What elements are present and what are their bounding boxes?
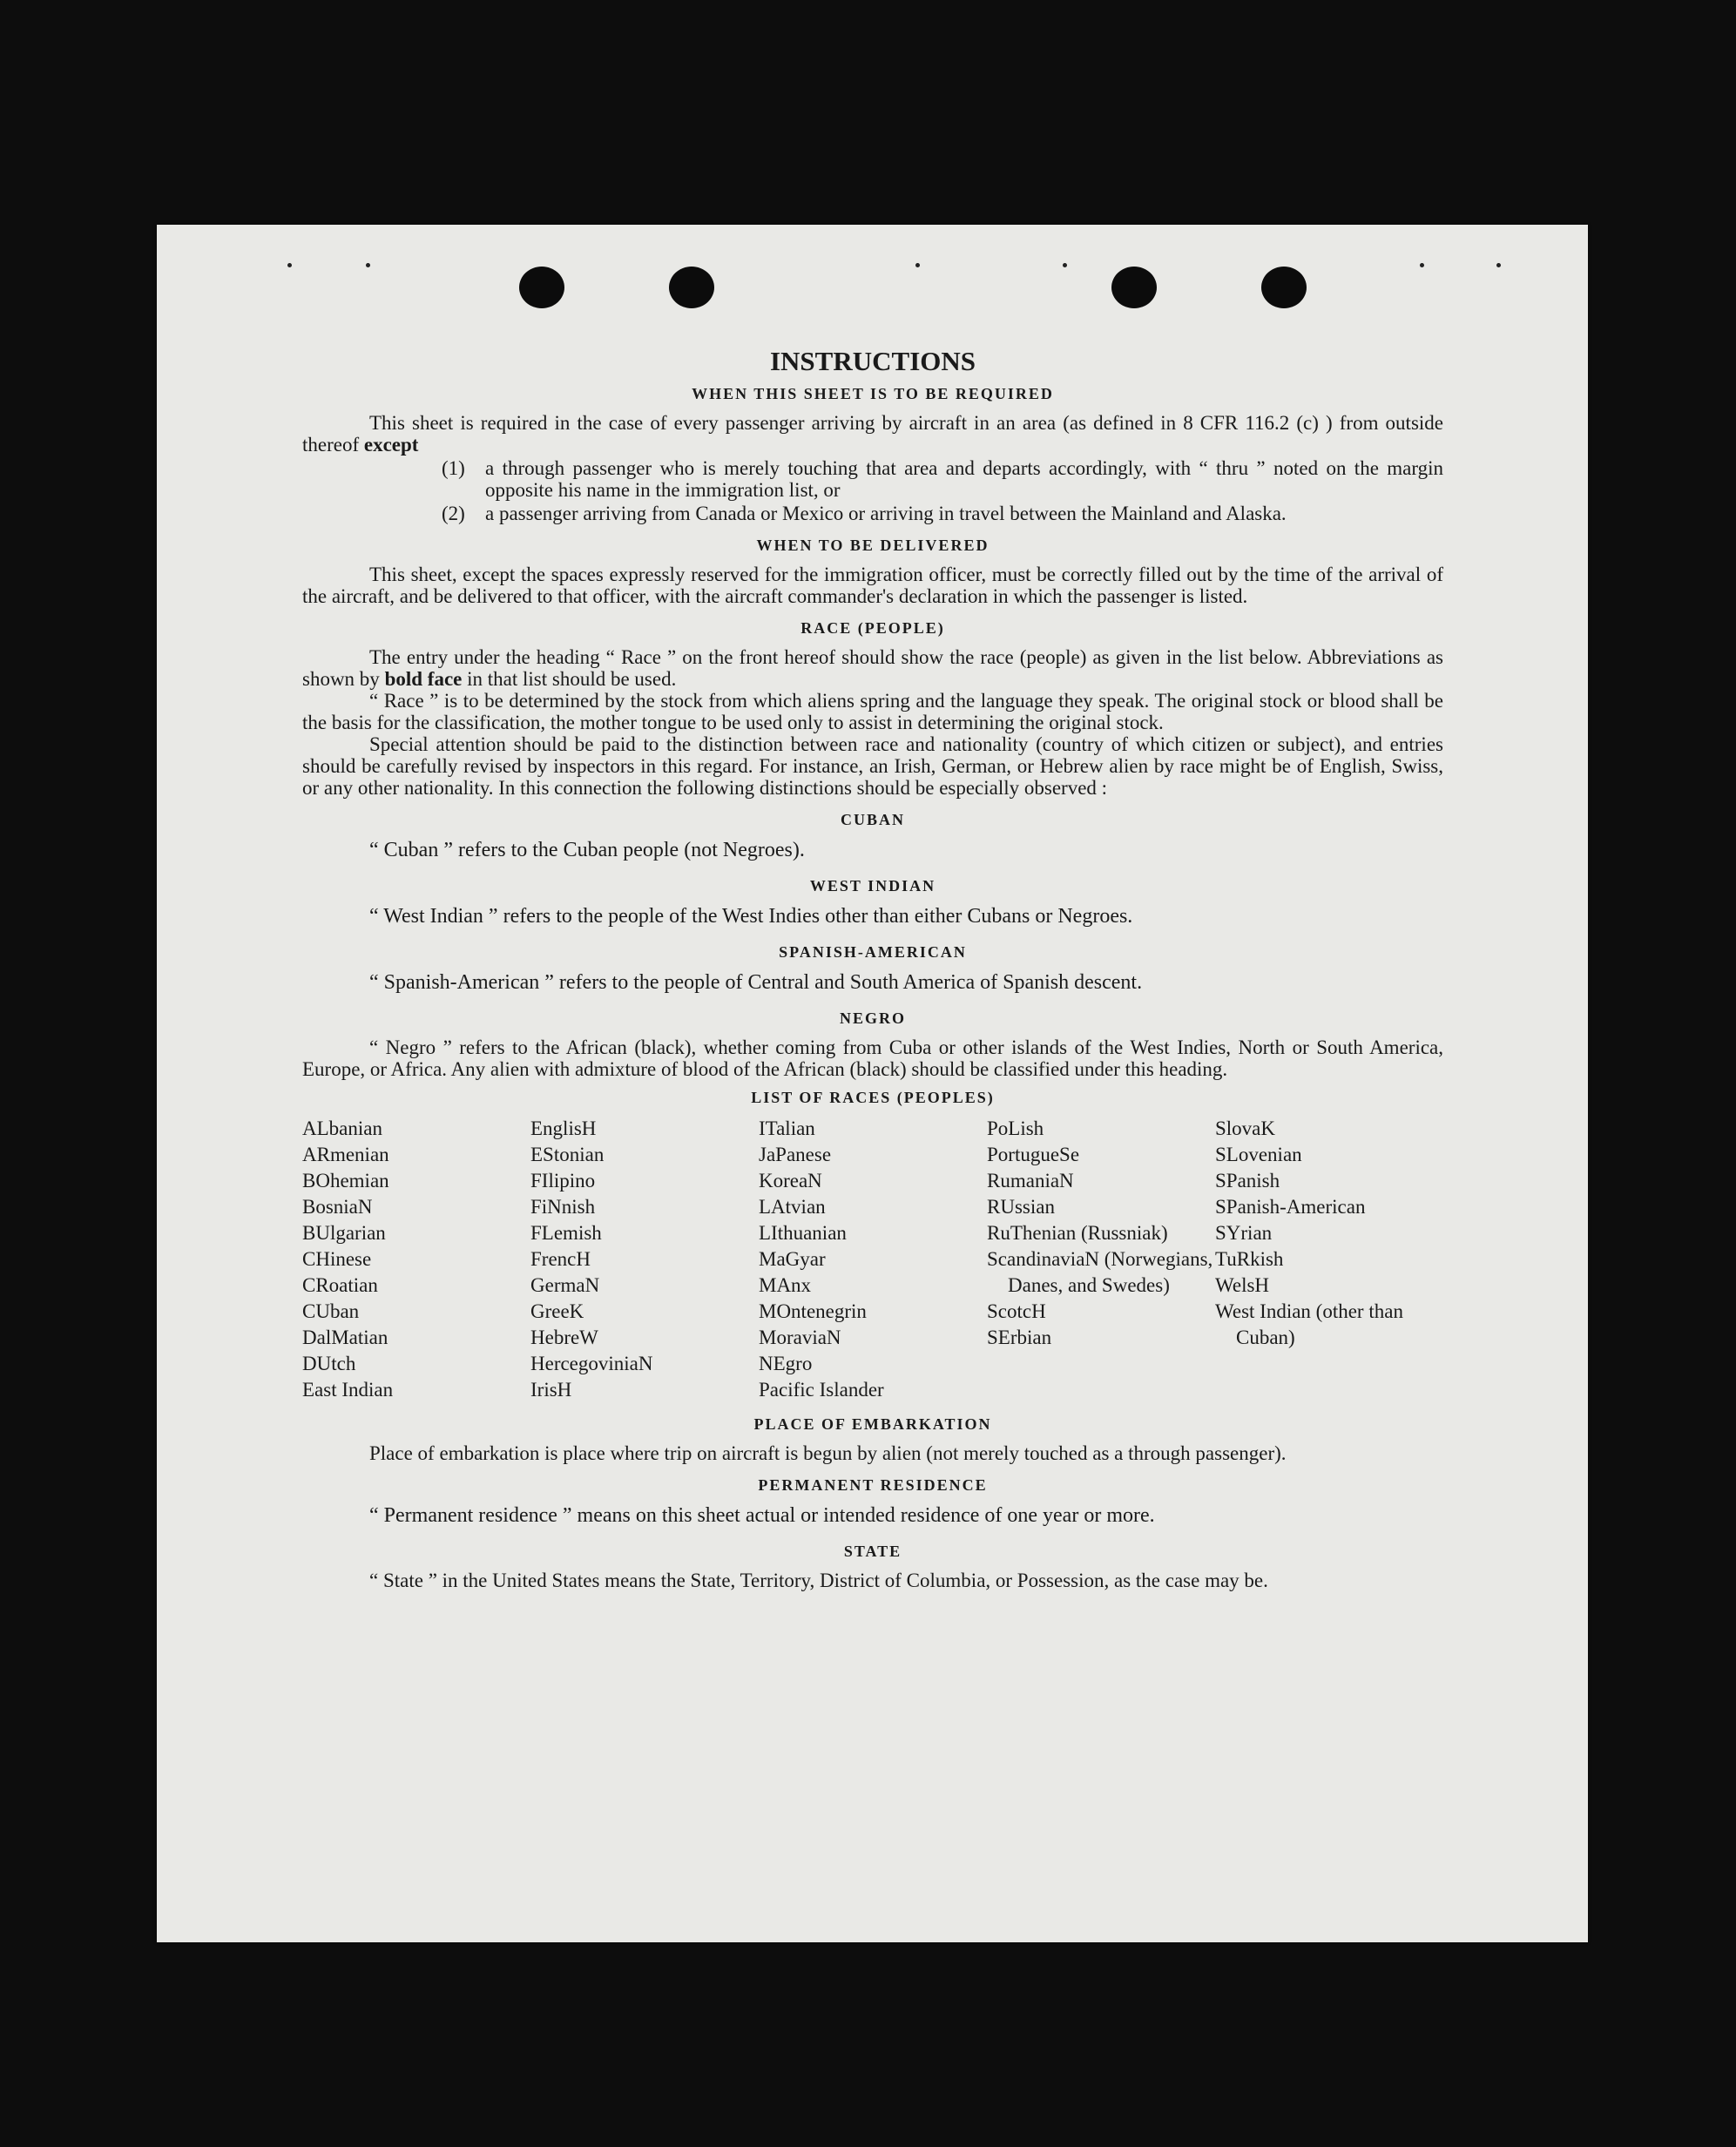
race-entry: PortugueSe (987, 1144, 1080, 1165)
heading-embarkation: PLACE OF EMBARKATION (753, 1415, 992, 1433)
heading-spanish-american: SPANISH-AMERICAN (779, 943, 967, 961)
race-entry: SErbian (987, 1327, 1052, 1348)
race-entry: IrisH (530, 1379, 572, 1401)
punch-hole (1261, 267, 1307, 308)
heading-state: STATE (843, 1543, 902, 1560)
race-entry: LAtvian (759, 1196, 826, 1218)
page-title: INSTRUCTIONS (769, 346, 976, 376)
item-number: (2) (442, 503, 465, 524)
race-list (302, 1116, 1443, 1403)
race-entry: FIlipino (530, 1170, 596, 1192)
heading-race: RACE (PEOPLE) (800, 619, 945, 637)
race-entry: WelsH (1215, 1274, 1270, 1296)
item-text: a through passenger who is merely touching that area and departs accordingly, with “ thru ” noted on the margin opposite his name in the immigration list, or (485, 457, 1443, 501)
cuban-text: “ Cuban ” refers to the Cuban people (not Negroes). (369, 839, 805, 861)
race-entry: EnglisH (530, 1117, 597, 1139)
race-entry: LIthuanian (759, 1222, 847, 1244)
punch-dot (915, 263, 920, 267)
race-entry: RumaniaN (987, 1170, 1074, 1192)
item-number: (1) (442, 457, 465, 479)
race-entry: CRoatian (302, 1274, 378, 1296)
race-column (1215, 1116, 1443, 1403)
race-entry: RuThenian (Russniak) (987, 1222, 1168, 1244)
race-entry: SYrian (1215, 1222, 1273, 1244)
race-entry: BUlgarian (302, 1222, 386, 1244)
document-sheet (157, 225, 1588, 1942)
punch-dot (1420, 263, 1424, 267)
race-entry: SPanish-American (1215, 1196, 1366, 1218)
heading-negro: NEGRO (839, 1009, 906, 1027)
heading-west-indian: WEST INDIAN (809, 877, 936, 895)
race-entry: ALbanian (302, 1117, 382, 1139)
race-entry: East Indian (302, 1379, 394, 1401)
negro-text: “ Negro ” refers to the African (black), whether coming from Cuba or other islands of the West Indies, North or South America, Europe, or Africa. Any alien with admixture of blood of the African (black) should be classified under this heading. (302, 1036, 1443, 1080)
state-text: “ State ” in the United States means the State, Territory, District of Columbia, or Possession, as the case may be. (369, 1570, 1268, 1591)
race-entry: MOntenegrin (759, 1300, 867, 1322)
required-intro-bold: except (363, 434, 419, 456)
heading-delivered: WHEN TO BE DELIVERED (756, 537, 990, 554)
embarkation-text: Place of embarkation is place where trip on aircraft is begun by alien (not merely touched as a through passenger). (369, 1442, 1287, 1464)
race-entry: SlovaK (1215, 1117, 1275, 1139)
race-entry: FrencH (530, 1248, 591, 1270)
race-entry: CUban (302, 1300, 360, 1322)
race-entry: Pacific Islander (759, 1379, 884, 1401)
residence-text: “ Permanent residence ” means on this sheet actual or intended residence of one year or more. (369, 1504, 1155, 1527)
race-entry: ScotcH (987, 1300, 1046, 1322)
race-entry: MoraviaN (759, 1327, 841, 1348)
race-p1-text: The entry under the heading “ Race ” on the front hereof should show the race (people) as given in the list below. Abbreviations as shown by (302, 646, 1443, 690)
race-entry: GermaN (530, 1274, 600, 1296)
delivered-text: This sheet, except the spaces expressly reserved for the immigration officer, must be correctly filled out by the time of the arrival of the aircraft, and be delivered to that officer, with the aircraft commander's declaration in which the passenger is listed. (302, 564, 1443, 607)
race-entry: West Indian (other than Cuban) (1215, 1300, 1403, 1348)
race-column (530, 1116, 759, 1403)
race-entry: DUtch (302, 1353, 356, 1374)
required-item-2 (442, 503, 1443, 524)
race-entry: MAnx (759, 1274, 812, 1296)
race-paragraph-1 (302, 646, 1443, 690)
punch-dot (1063, 263, 1067, 267)
required-intro (302, 412, 1443, 456)
race-entry: FiNnish (530, 1196, 596, 1218)
required-item-1 (442, 457, 1443, 501)
race-entry: RUssian (987, 1196, 1055, 1218)
heading-residence: PERMANENT RESIDENCE (758, 1476, 988, 1494)
item-text: a passenger arriving from Canada or Mexico or arriving in travel between the Mainland and Alaska. (485, 503, 1287, 524)
race-entry: NEgro (759, 1353, 813, 1374)
race-entry: DalMatian (302, 1327, 388, 1348)
race-entry: JaPanese (759, 1144, 832, 1165)
race-entry: HercegoviniaN (530, 1353, 653, 1374)
heading-cuban: CUBAN (840, 811, 905, 828)
race-entry: MaGyar (759, 1248, 826, 1270)
race-column (759, 1116, 987, 1403)
race-entry: ITalian (759, 1117, 815, 1139)
race-entry: KoreaN (759, 1170, 822, 1192)
west-indian-text: “ West Indian ” refers to the people of the West Indies other than either Cubans or Negroes. (369, 905, 1133, 928)
race-entry: SLovenian (1215, 1144, 1302, 1165)
race-column (302, 1116, 530, 1403)
heading-list-of-races: LIST OF RACES (PEOPLES) (751, 1089, 995, 1106)
race-entry: BosniaN (302, 1196, 373, 1218)
race-entry: SPanish (1215, 1170, 1280, 1192)
race-entry: CHinese (302, 1248, 372, 1270)
race-p1-text-end: in that list should be used. (467, 668, 677, 690)
race-p1-bold: bold face (384, 668, 463, 690)
race-column (987, 1116, 1215, 1403)
punch-hole (669, 267, 714, 308)
race-entry: ScandinaviaN (Norwegians, Danes, and Swedes) (987, 1248, 1213, 1296)
race-paragraph-3: Special attention should be paid to the distinction between race and nationality (country of which citizen or subject), and entries should be carefully revised by inspectors in this regard. For instance, an Irish, German, or Hebrew alien by race might be of English, Swiss, or any other nationality. In this connection the following distinctions should be especially observed : (302, 733, 1443, 799)
race-entry: BOhemian (302, 1170, 389, 1192)
punch-hole (519, 267, 564, 308)
required-intro-text: This sheet is required in the case of every passenger arriving by aircraft in an area (as defined in 8 CFR 116.2 (c) ) from outside thereof (302, 412, 1443, 456)
punch-hole (1111, 267, 1157, 308)
race-entry: FLemish (530, 1222, 602, 1244)
punch-dot (366, 263, 370, 267)
race-entry: EStonian (530, 1144, 605, 1165)
race-entry: GreeK (530, 1300, 584, 1322)
race-entry: HebreW (530, 1327, 598, 1348)
race-entry: ARmenian (302, 1144, 389, 1165)
race-paragraph-2: “ Race ” is to be determined by the stock from which aliens spring and the language they speak. The original stock or blood shall be the basis for the classification, the mother tongue to be used only to assist in determining the original stock. (302, 690, 1443, 733)
punch-dot (287, 263, 292, 267)
race-entry: TuRkish (1215, 1248, 1284, 1270)
spanish-american-text: “ Spanish-American ” refers to the people of Central and South America of Spanish descent. (369, 971, 1143, 994)
race-entry: PoLish (987, 1117, 1044, 1139)
instructions-content (302, 345, 1443, 1591)
punch-dot (1496, 263, 1501, 267)
heading-required: WHEN THIS SHEET IS TO BE REQUIRED (692, 385, 1054, 402)
